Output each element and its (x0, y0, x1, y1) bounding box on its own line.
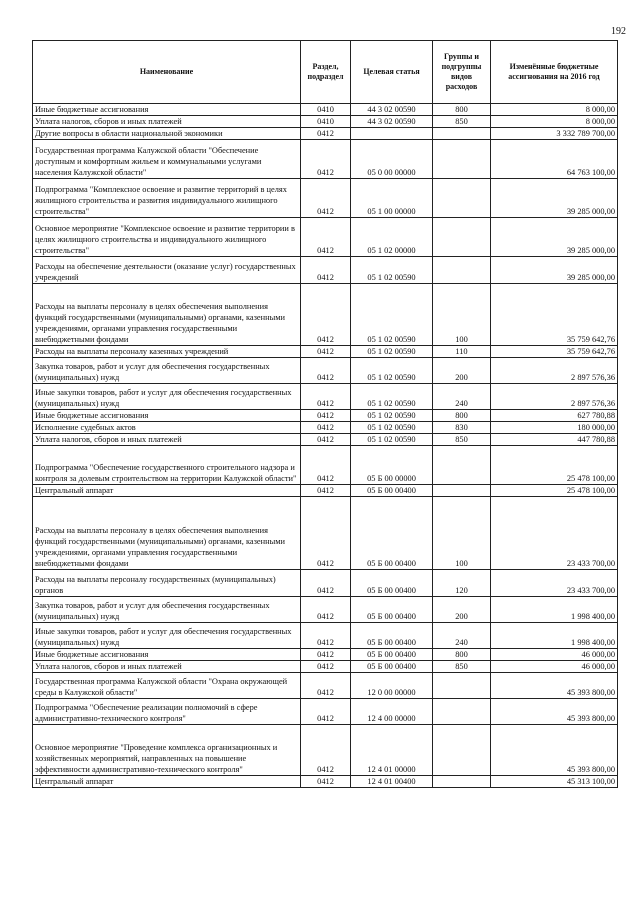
row-group (433, 446, 491, 485)
row-name: Уплата налогов, сборов и иных платежей (33, 434, 301, 446)
row-name: Расходы на выплаты персоналу в целях обеспечения выполнения функций государственными (муниципальными) органами, казенными учреждениями, органами управления государственными внебюджетными фондами (33, 284, 301, 346)
row-amount: 8 000,00 (491, 116, 618, 128)
row-target: 44 3 02 00590 (351, 104, 433, 116)
table-row (33, 497, 618, 570)
row-amount: 45 313 100,00 (491, 776, 618, 788)
row-target: 05 1 02 00000 (351, 218, 433, 257)
row-amount: 39 285 000,00 (491, 218, 618, 257)
row-name: Центральный аппарат (33, 485, 301, 497)
row-name: Закупка товаров, работ и услуг для обеспечения государственных (муниципальных) нужд (33, 597, 301, 623)
row-section: 0412 (301, 570, 351, 597)
row-name: Уплата налогов, сборов и иных платежей (33, 116, 301, 128)
row-name: Государственная программа Калужской области "Охрана окружающей среды в Калужской области" (33, 673, 301, 699)
row-amount: 45 393 800,00 (491, 699, 618, 725)
row-section: 0410 (301, 104, 351, 116)
row-amount: 64 763 100,00 (491, 140, 618, 179)
row-name: Центральный аппарат (33, 776, 301, 788)
row-name: Иные закупки товаров, работ и услуг для обеспечения государственных (муниципальных) нужд (33, 623, 301, 649)
row-target: 05 Б 00 00000 (351, 446, 433, 485)
row-target: 05 Б 00 00400 (351, 661, 433, 673)
row-group: 120 (433, 570, 491, 597)
row-amount: 25 478 100,00 (491, 446, 618, 485)
table-row (33, 776, 618, 788)
row-amount: 23 433 700,00 (491, 570, 618, 597)
row-section: 0412 (301, 623, 351, 649)
row-amount: 8 000,00 (491, 104, 618, 116)
row-section: 0412 (301, 410, 351, 422)
row-name: Расходы на выплаты персоналу государственных (муниципальных) органов (33, 570, 301, 597)
header-amount: Изменённые бюджетные ассигнования на 2016 год (491, 41, 618, 104)
row-section: 0412 (301, 446, 351, 485)
row-section: 0412 (301, 597, 351, 623)
row-amount: 46 000,00 (491, 661, 618, 673)
table-row (33, 661, 618, 673)
row-section: 0412 (301, 384, 351, 410)
table-row (33, 218, 618, 257)
row-group (433, 699, 491, 725)
row-target: 05 Б 00 00400 (351, 570, 433, 597)
row-target (351, 128, 433, 140)
row-name: Подпрограмма "Обеспечение реализации полномочий в сфере административно-технического контроля" (33, 699, 301, 725)
table-row (33, 410, 618, 422)
row-target: 12 0 00 00000 (351, 673, 433, 699)
table-row (33, 128, 618, 140)
row-amount: 35 759 642,76 (491, 346, 618, 358)
row-section: 0412 (301, 284, 351, 346)
row-amount: 23 433 700,00 (491, 497, 618, 570)
row-group (433, 218, 491, 257)
row-section: 0412 (301, 179, 351, 218)
row-target: 12 4 01 00000 (351, 725, 433, 776)
row-name: Государственная программа Калужской области "Обеспечение доступным и комфортным жильем и коммунальными услугами населения Калужской области" (33, 140, 301, 179)
table-row (33, 358, 618, 384)
row-target: 05 1 02 00590 (351, 257, 433, 284)
row-amount: 627 780,88 (491, 410, 618, 422)
row-target: 05 1 02 00590 (351, 346, 433, 358)
row-group (433, 128, 491, 140)
row-section: 0412 (301, 128, 351, 140)
row-section: 0412 (301, 776, 351, 788)
row-group: 800 (433, 410, 491, 422)
header-section: Раздел, подраздел (301, 41, 351, 104)
row-group: 800 (433, 649, 491, 661)
row-name: Основное мероприятие "Комплексное освоение и развитие территории в целях жилищного строительства и индивидуального жилищного строительства" (33, 218, 301, 257)
table-row (33, 623, 618, 649)
table-row (33, 284, 618, 346)
row-target: 05 1 02 00590 (351, 358, 433, 384)
row-section: 0412 (301, 699, 351, 725)
row-section: 0412 (301, 257, 351, 284)
table-row (33, 485, 618, 497)
row-group: 100 (433, 497, 491, 570)
row-name: Иные бюджетные ассигнования (33, 104, 301, 116)
table-row (33, 570, 618, 597)
row-section: 0412 (301, 422, 351, 434)
row-group (433, 257, 491, 284)
row-name: Другие вопросы в области национальной экономики (33, 128, 301, 140)
row-target: 05 1 02 00590 (351, 384, 433, 410)
row-group: 800 (433, 104, 491, 116)
budget-table (32, 40, 618, 788)
row-section: 0412 (301, 673, 351, 699)
table-row (33, 179, 618, 218)
row-group (433, 673, 491, 699)
row-group: 850 (433, 116, 491, 128)
row-name: Расходы на выплаты персоналу в целях обеспечения выполнения функций государственными (муниципальными) органами, казенными учреждениями, органами управления государственными внебюджетными фондами (33, 497, 301, 570)
row-group: 100 (433, 284, 491, 346)
row-group: 830 (433, 422, 491, 434)
row-section: 0412 (301, 434, 351, 446)
row-amount: 1 998 400,00 (491, 597, 618, 623)
row-group: 200 (433, 358, 491, 384)
row-group (433, 776, 491, 788)
row-target: 05 1 02 00590 (351, 284, 433, 346)
row-target: 05 0 00 00000 (351, 140, 433, 179)
header-target: Целевая статья (351, 41, 433, 104)
row-section: 0412 (301, 140, 351, 179)
page-number: 192 (611, 26, 626, 37)
row-amount: 1 998 400,00 (491, 623, 618, 649)
row-amount: 180 000,00 (491, 422, 618, 434)
table-row (33, 725, 618, 776)
table-row (33, 140, 618, 179)
row-section: 0412 (301, 649, 351, 661)
row-target: 05 Б 00 00400 (351, 497, 433, 570)
table-header-row (33, 41, 618, 104)
table-row (33, 116, 618, 128)
row-group: 240 (433, 623, 491, 649)
row-group: 240 (433, 384, 491, 410)
row-section: 0412 (301, 218, 351, 257)
row-name: Расходы на обеспечение деятельности (оказание услуг) государственных учреждений (33, 257, 301, 284)
table-row (33, 346, 618, 358)
table-row (33, 257, 618, 284)
row-amount: 3 332 789 700,00 (491, 128, 618, 140)
row-target: 12 4 00 00000 (351, 699, 433, 725)
row-amount: 39 285 000,00 (491, 179, 618, 218)
row-amount: 35 759 642,76 (491, 284, 618, 346)
header-group: Группы и подгруппы видов расходов (433, 41, 491, 104)
row-amount: 2 897 576,36 (491, 358, 618, 384)
row-name: Закупка товаров, работ и услуг для обеспечения государственных (муниципальных) нужд (33, 358, 301, 384)
table-row (33, 649, 618, 661)
row-target: 05 Б 00 00400 (351, 597, 433, 623)
row-name: Иные закупки товаров, работ и услуг для обеспечения государственных (муниципальных) нужд (33, 384, 301, 410)
row-section: 0412 (301, 497, 351, 570)
row-group (433, 725, 491, 776)
table-row (33, 434, 618, 446)
row-group: 200 (433, 597, 491, 623)
row-section: 0412 (301, 661, 351, 673)
row-target: 05 Б 00 00400 (351, 623, 433, 649)
header-name: Наименование (33, 41, 301, 104)
table-row (33, 446, 618, 485)
row-amount: 46 000,00 (491, 649, 618, 661)
row-amount: 45 393 800,00 (491, 725, 618, 776)
row-target: 05 1 02 00590 (351, 410, 433, 422)
row-section: 0412 (301, 346, 351, 358)
row-name: Основное мероприятие "Проведение комплекса организационных и хозяйственных мероприятий, направленных на повышение эффективности административно-технического контроля" (33, 725, 301, 776)
row-group: 850 (433, 661, 491, 673)
row-group (433, 485, 491, 497)
table-row (33, 422, 618, 434)
row-group: 850 (433, 434, 491, 446)
row-target: 12 4 01 00400 (351, 776, 433, 788)
table-row (33, 673, 618, 699)
row-amount: 25 478 100,00 (491, 485, 618, 497)
row-amount: 2 897 576,36 (491, 384, 618, 410)
row-name: Иные бюджетные ассигнования (33, 410, 301, 422)
row-section: 0410 (301, 116, 351, 128)
row-name: Уплата налогов, сборов и иных платежей (33, 661, 301, 673)
row-group (433, 140, 491, 179)
row-name: Расходы на выплаты персоналу казенных учреждений (33, 346, 301, 358)
table-row (33, 384, 618, 410)
row-target: 05 Б 00 00400 (351, 485, 433, 497)
row-amount: 447 780,88 (491, 434, 618, 446)
row-amount: 45 393 800,00 (491, 673, 618, 699)
row-section: 0412 (301, 358, 351, 384)
table-row (33, 104, 618, 116)
row-target: 05 Б 00 00400 (351, 649, 433, 661)
row-amount: 39 285 000,00 (491, 257, 618, 284)
row-name: Подпрограмма "Комплексное освоение и развитие территорий в целях жилищного строительства и развития индивидуального жилищного строительства" (33, 179, 301, 218)
row-target: 05 1 02 00590 (351, 434, 433, 446)
row-target: 05 1 02 00590 (351, 422, 433, 434)
table-row (33, 699, 618, 725)
row-section: 0412 (301, 725, 351, 776)
row-section: 0412 (301, 485, 351, 497)
row-name: Подпрограмма "Обеспечение государственного строительного надзора и контроля за долевым строительством на территории Калужской области" (33, 446, 301, 485)
row-target: 05 1 00 00000 (351, 179, 433, 218)
row-group: 110 (433, 346, 491, 358)
row-target: 44 3 02 00590 (351, 116, 433, 128)
row-group (433, 179, 491, 218)
table-row (33, 597, 618, 623)
row-name: Иные бюджетные ассигнования (33, 649, 301, 661)
row-name: Исполнение судебных актов (33, 422, 301, 434)
